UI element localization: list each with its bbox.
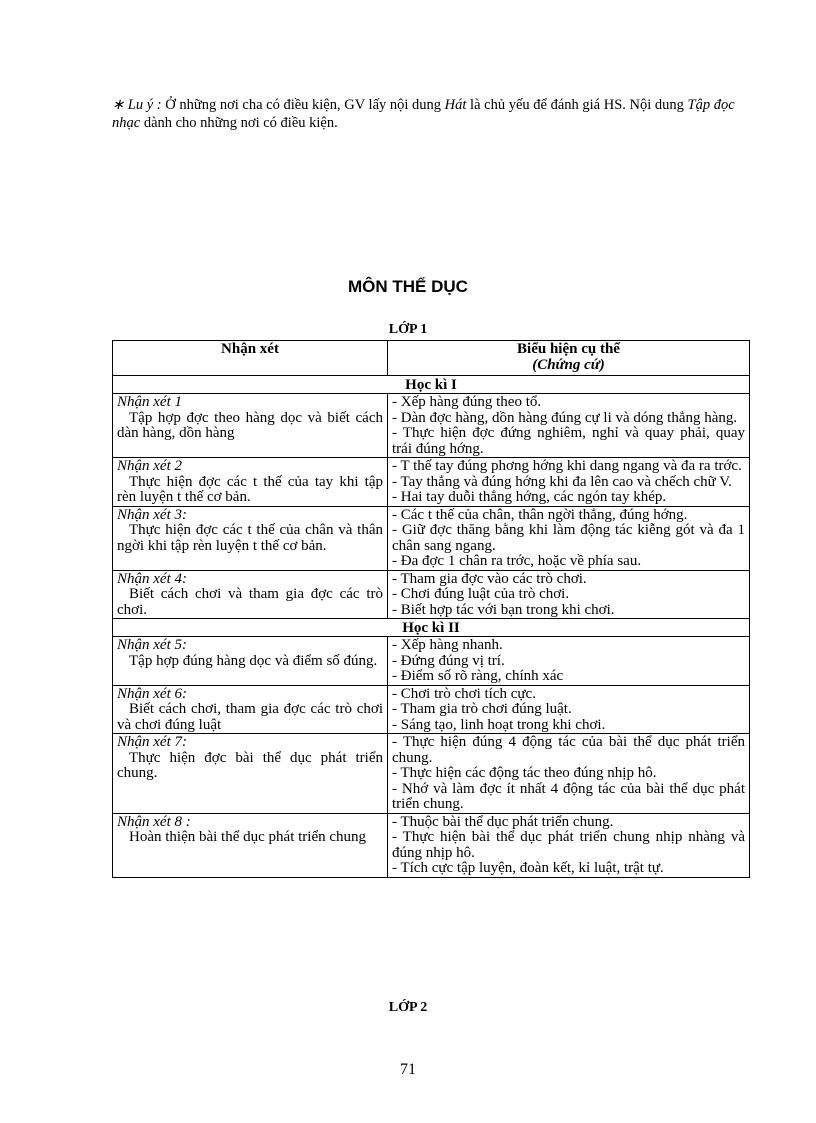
bieu-hien-cell	[388, 570, 750, 619]
criterion: - Tích cực tập luyện, đoàn kết, kỉ luật, trật tự.	[392, 860, 664, 876]
criterion: - Dàn đợc hàng, dồn hàng đúng cự li và dóng thẳng hàng.	[392, 409, 738, 426]
note-label: ∗ Lu ý :	[112, 97, 162, 113]
section-title: MÔN THỂ DỤC	[348, 277, 468, 296]
nhan-xet-title: Nhận xét 7:	[117, 734, 187, 750]
semester-row	[113, 376, 750, 394]
criterion: - Tay thẳng và đúng hớng khi đa lên cao và chếch chữ V.	[392, 473, 732, 490]
criterion: - Giữ đợc thăng bằng khi làm động tác kiễng gót và đa 1 chân sang ngang.	[392, 522, 745, 554]
nhan-xet-desc: Thực hiện đợc các t thế của chân và thân ngời khi tập rèn luyện t thế cơ bản.	[117, 522, 383, 554]
table-row	[113, 734, 750, 814]
nhan-xet-cell	[113, 506, 388, 570]
criterion: - Đa đợc 1 chân ra trớc, hoặc về phía sau.	[392, 553, 642, 569]
nhan-xet-title: Nhận xét 6:	[117, 685, 187, 702]
table-row	[113, 813, 750, 877]
grade-1-heading: LỚP 1	[388, 322, 428, 337]
nhan-xet-title: Nhận xét 1	[117, 394, 182, 410]
criterion: - Thuộc bài thể dục phát triển chung.	[392, 813, 614, 830]
bieu-hien-cell	[388, 458, 750, 507]
bieu-hien-cell	[388, 685, 750, 734]
criterion: - Nhớ và làm đợc ít nhất 4 động tác của bài thể dục phát triển chung.	[392, 780, 745, 812]
bieu-hien-cell	[388, 734, 750, 814]
nhan-xet-title: Nhận xét 3:	[117, 506, 187, 523]
criterion: - Thực hiện bài thể dục phát triển chung nhịp nhàng và đúng nhịp hô.	[392, 829, 745, 861]
table-header-row	[113, 341, 750, 376]
nhan-xet-desc: Biết cách chơi, tham gia đợc các trò chơi và chơi đúng luật	[117, 701, 383, 733]
nhan-xet-cell	[113, 637, 388, 686]
header-col-right-sub: (Chứng cứ)	[532, 356, 605, 373]
criterion: - Đứng đúng vị trí.	[392, 652, 505, 669]
nhan-xet-cell	[113, 394, 388, 458]
criterion: - Thực hiện đúng 4 động tác của bài thể dục phát triển chung.	[392, 734, 745, 766]
semester-row	[113, 619, 750, 637]
nhan-xet-desc: Tập hợp đợc theo hàng dọc và biết cách dàn hàng, dồn hàng	[117, 409, 383, 441]
criterion: - T thế tay đúng phơng hớng khi dang ngang và đa ra trớc.	[392, 458, 742, 474]
criterion: - Tham gia trò chơi đúng luật.	[392, 701, 572, 717]
semester-2-label: Học kì II	[113, 619, 750, 637]
table-row	[113, 570, 750, 619]
nhan-xet-cell	[113, 685, 388, 734]
page-number: 71	[400, 1061, 416, 1078]
criterion: - Sáng tạo, linh hoạt trong khi chơi.	[392, 716, 606, 733]
table-row	[113, 506, 750, 570]
criterion: - Chơi trò chơi tích cực.	[392, 685, 536, 702]
nhan-xet-desc: Tập hợp đúng hàng dọc và điểm số đúng.	[129, 652, 378, 669]
bieu-hien-cell	[388, 813, 750, 877]
semester-1-label: Học kì I	[113, 376, 750, 394]
note-paragraph	[112, 96, 752, 132]
nhan-xet-cell	[113, 570, 388, 619]
nhan-xet-cell	[113, 458, 388, 507]
criterion: - Thực hiện các động tác theo đúng nhịp hô.	[392, 765, 657, 781]
header-col-left: Nhận xét	[113, 341, 388, 376]
note-hat: Hát	[444, 97, 467, 113]
criterion: - Xếp hàng nhanh.	[392, 637, 503, 653]
grade-2-heading: LỚP 2	[388, 1000, 428, 1015]
criterion: - Thực hiện đợc đứng nghiêm, nghỉ và quay phải, quay trái đúng hớng.	[392, 425, 745, 457]
assessment-table	[112, 340, 750, 878]
table-row	[113, 458, 750, 507]
nhan-xet-cell	[113, 813, 388, 877]
note-tap-doc-nhac: Tập đọc nhạc	[112, 97, 735, 131]
header-col-right-label: Biểu hiện cụ thể	[517, 341, 620, 357]
nhan-xet-title: Nhận xét 5:	[117, 637, 187, 653]
bieu-hien-cell	[388, 394, 750, 458]
criterion: - Hai tay duỗi thẳng hớng, các ngón tay khép.	[392, 489, 667, 505]
nhan-xet-desc: Thực hiện đợc bài thể dục phát triển chung.	[117, 749, 383, 781]
criterion: - Chơi đúng luật của trò chơi.	[392, 586, 570, 602]
nhan-xet-title: Nhận xét 2	[117, 458, 182, 474]
note-text-2: là chủ yếu để đánh giá HS. Nội dung	[466, 97, 688, 113]
criterion: - Xếp hàng đúng theo tổ.	[392, 394, 542, 410]
nhan-xet-desc: Hoàn thiện bài thể dục phát triển chung	[129, 829, 367, 845]
nhan-xet-title: Nhận xét 4:	[117, 570, 187, 587]
criterion: - Điểm số rõ ràng, chính xác	[392, 668, 564, 684]
nhan-xet-cell	[113, 734, 388, 814]
criterion: - Các t thế của chân, thân ngời thẳng, đúng hớng.	[392, 506, 688, 523]
table-row	[113, 637, 750, 686]
note-text-3: dành cho những nơi có điều kiện.	[140, 115, 338, 131]
criterion: - Tham gia đợc vào các trò chơi.	[392, 570, 587, 587]
nhan-xet-desc: Biết cách chơi và tham gia đợc các trò chơi.	[117, 586, 383, 618]
nhan-xet-desc: Thực hiện đợc các t thế của tay khi tập rèn luyện t thế cơ bản.	[117, 473, 383, 505]
bieu-hien-cell	[388, 637, 750, 686]
table-row	[113, 394, 750, 458]
table-row	[113, 685, 750, 734]
header-col-right	[388, 341, 750, 376]
nhan-xet-title: Nhận xét 8 :	[117, 813, 191, 830]
note-text-1: Ở những nơi cha có điều kiện, GV lấy nội dung	[161, 97, 445, 113]
criterion: - Biết hợp tác với bạn trong khi chơi.	[392, 601, 615, 618]
bieu-hien-cell	[388, 506, 750, 570]
